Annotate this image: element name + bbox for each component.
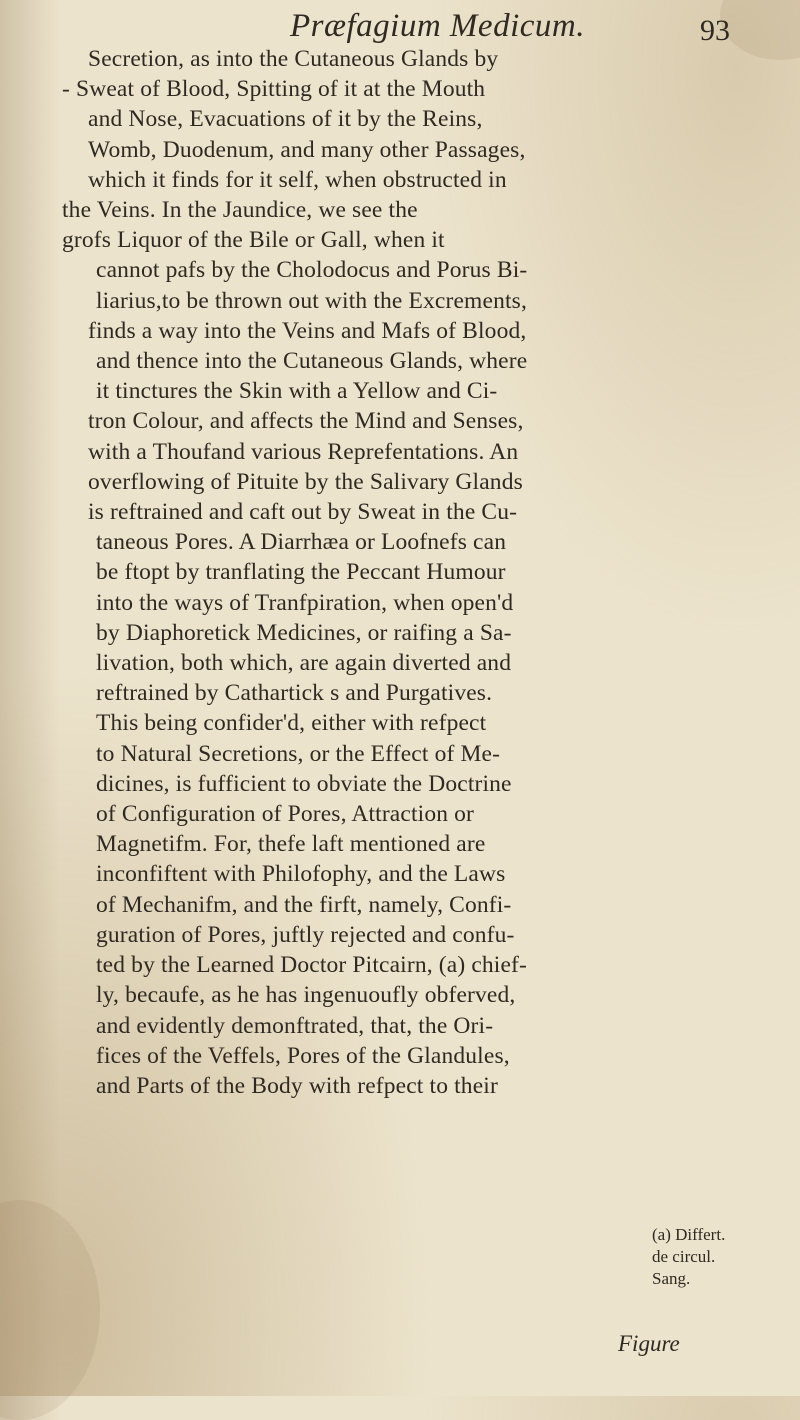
running-title: Præfagium Medicum. bbox=[290, 8, 585, 44]
text-line: which it finds for it self, when obstructed in bbox=[88, 166, 507, 193]
catchword: Figure bbox=[618, 1331, 680, 1356]
text-line: tron Colour, and affects the Mind and Senses, bbox=[88, 408, 524, 435]
margin-note-line: Sang. bbox=[652, 1269, 691, 1288]
text-line: and evidently demonftrated, that, the Ori- bbox=[96, 1012, 494, 1039]
text-line: Magnetifm. For, thefe laft mentioned are bbox=[96, 831, 486, 858]
text-line: of Configuration of Pores, Attraction or bbox=[96, 801, 475, 828]
text-line: ly, becaufe, as he has ingenuoufly obferved, bbox=[96, 982, 516, 1009]
text-line: guration of Pores, juftly rejected and confu- bbox=[96, 921, 515, 948]
text-line: the Veins. In the Jaundice, we see the bbox=[62, 197, 418, 224]
page-header bbox=[0, 8, 800, 47]
text-line: be ftopt by tranflating the Peccant Humour bbox=[96, 559, 506, 586]
text-line: with a Thoufand various Reprefentations. An bbox=[88, 438, 519, 465]
text-line: by Diaphoretick Medicines, or raifing a Sa- bbox=[96, 619, 512, 646]
text-line: livation, both which, are again diverted and bbox=[96, 650, 512, 677]
text-line: finds a way into the Veins and Mafs of Blood, bbox=[88, 317, 527, 344]
text-line: Womb, Duodenum, and many other Passages, bbox=[88, 136, 526, 163]
margin-note bbox=[652, 1224, 800, 1290]
page-number: 93 bbox=[700, 14, 730, 47]
text-line: reftrained by Cathartick s and Purgatives. bbox=[96, 680, 493, 707]
text-line: grofs Liquor of the Bile or Gall, when it bbox=[62, 227, 445, 254]
text-line: Secretion, as into the Cutaneous Glands by bbox=[88, 46, 499, 72]
text-line: cannot pafs by the Cholodocus and Porus Bi- bbox=[96, 257, 528, 284]
text-line: overflowing of Pituite by the Salivary Glands bbox=[88, 468, 523, 495]
text-line: taneous Pores. A Diarrhæa or Loofnefs can bbox=[96, 529, 507, 556]
text-line: into the ways of Tranfpiration, when open'd bbox=[96, 589, 514, 616]
text-line: liarius,to be thrown out with the Excrements, bbox=[96, 287, 527, 314]
body-text bbox=[62, 44, 732, 1101]
text-line: - Sweat of Blood, Spitting of it at the Mouth bbox=[62, 76, 486, 103]
text-line: it tinctures the Skin with a Yellow and Ci- bbox=[96, 378, 498, 405]
paper-stain bbox=[0, 1200, 100, 1420]
margin-note-line: (a) Differt. bbox=[652, 1225, 726, 1244]
text-line: and thence into the Cutaneous Glands, where bbox=[96, 348, 528, 375]
text-line: to Natural Secretions, or the Effect of Me- bbox=[96, 740, 501, 767]
text-line: ted by the Learned Doctor Pitcairn, (a) chief- bbox=[96, 952, 528, 979]
text-line: inconfiftent with Philofophy, and the Laws bbox=[96, 861, 506, 888]
text-line: This being confider'd, either with refpect bbox=[96, 710, 487, 737]
text-line: and Nose, Evacuations of it by the Reins, bbox=[88, 106, 483, 133]
text-line: and Parts of the Body with refpect to their bbox=[96, 1072, 498, 1099]
text-line: dicines, is fufficient to obviate the Doctrine bbox=[96, 770, 512, 797]
text-line: fices of the Veffels, Pores of the Glandules, bbox=[96, 1042, 510, 1069]
text-line: of Mechanifm, and the firft, namely, Confi- bbox=[96, 891, 512, 918]
margin-note-line: de circul. bbox=[652, 1247, 716, 1266]
text-line: is reftrained and caft out by Sweat in the Cu- bbox=[88, 499, 518, 526]
